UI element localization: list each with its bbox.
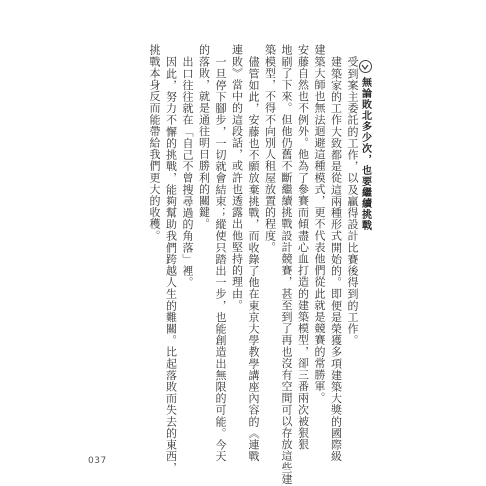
section-heading: 無論敗北多少次，也要繼續挑戰: [359, 77, 371, 231]
body-column: 挑戰本身反而能帶給我們更大的收穫。: [148, 44, 161, 242]
body-column: 築模型，不得不向別人租屋放置的程度。: [263, 44, 277, 253]
body-column: 地刷了下來。但他仍舊不斷繼續挑戰設計競賽，甚至到了再也沒有空間可以存放這些建: [280, 44, 293, 485]
body-column: 建築家的工作大致都是從這兩種形式開始的。即便是榮獲多項建築大獎的國際級: [329, 56, 343, 462]
body-column: 出口往往就在「自己不曾搜尋過的角落」裡。: [181, 56, 194, 288]
page-number: 037: [88, 456, 107, 466]
body-column: 因此，努力不懈的挑戰，能夠幫助我們跨越人生的難關。比起落敗而失去的東西，: [164, 56, 178, 474]
body-column: 一旦停下腳步，一切就會結束；縱使只踏出一步，也能創造出無限的可能。今天: [214, 56, 227, 462]
body-text: [146, 44, 361, 485]
body-column: 受到案主委託的工作，以及贏得設計比賽後得到的工作。: [346, 56, 359, 346]
check-circle-icon: [359, 60, 372, 73]
body-column: 安藤自然也不例外。他為了參賽而傾盡心血打造的建築模型，卻三番兩次被狠狠: [296, 44, 310, 450]
body-column: 建築大師也無法迴避這種模式，更不代表他們從此就是競賽的常勝軍。: [313, 44, 326, 404]
body-column: 的落敗，就是通往明日勝利的關鍵。: [197, 44, 211, 230]
body-column: 連敗》當中的這段話，或許也透露出他堅持的理由。: [230, 44, 244, 311]
body-column: 儘管如此，安藤也不願放棄挑戰，而收錄了他在東京大學教學講座內容的《連戰: [247, 56, 260, 462]
